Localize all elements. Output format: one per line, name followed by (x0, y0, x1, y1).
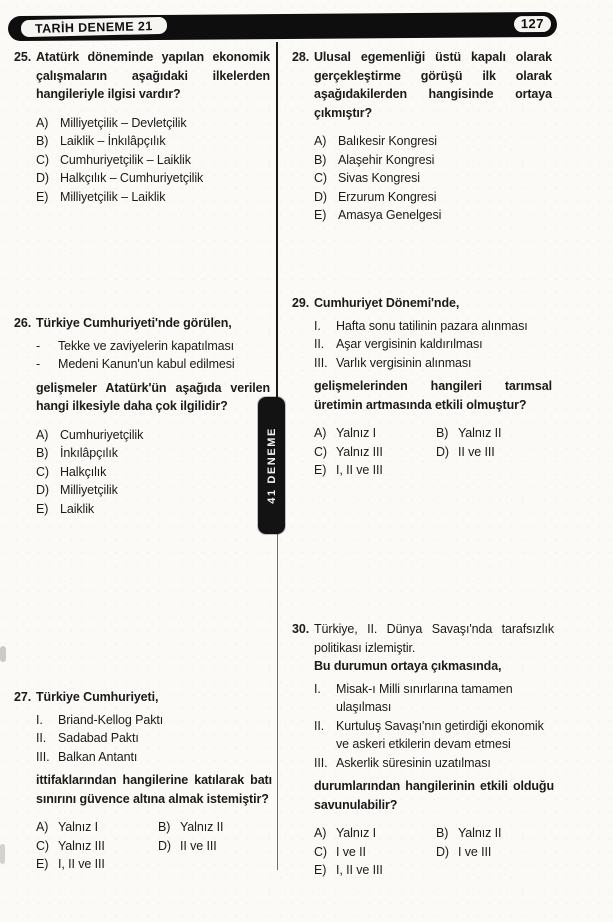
options-list (36, 426, 270, 519)
list-item-text: Tekke ve zaviyelerin kapatılması (58, 338, 235, 353)
question-stem: Türkiye Cumhuriyeti'nde görülen, (36, 316, 232, 330)
question-26 (14, 314, 270, 518)
question-29 (292, 294, 552, 480)
option-label: D) (36, 171, 49, 185)
option (314, 169, 552, 188)
list-item-text: Medeni Kanun'un kabul edilmesi (58, 357, 235, 371)
question-number: 30. (292, 622, 310, 636)
option-label: B) (36, 446, 49, 460)
option-text: Erzurum Kongresi (338, 189, 437, 204)
list-item-text: Briand-Kellog Paktı (58, 712, 164, 727)
option-label: C) (314, 171, 327, 185)
option-text: Laiklik – İnkılâpçılık (60, 134, 166, 148)
option-label: C) (314, 444, 327, 459)
option (36, 500, 270, 519)
statement-list (36, 711, 272, 767)
question-number: 29. (292, 296, 310, 310)
question-30 (292, 620, 554, 880)
option-label: A) (36, 427, 49, 442)
option-label: E) (314, 463, 327, 477)
list-item-text: Sadabad Paktı (58, 731, 139, 745)
option (314, 424, 436, 443)
option-text: Milliyetçilik – Devletçilik (60, 115, 187, 130)
option-text: Yalnız I (336, 826, 376, 840)
header-bar (8, 12, 557, 41)
option-label: A) (314, 826, 327, 840)
question-27 (14, 688, 272, 874)
option-text: Yalnız III (336, 444, 383, 459)
question-body (292, 132, 552, 225)
list-item-marker: II. (314, 718, 325, 733)
option (314, 188, 552, 207)
list-item-marker: III. (314, 755, 328, 770)
option-label: B) (36, 134, 49, 148)
options-list (314, 424, 552, 480)
option (36, 114, 270, 133)
page-number: 127 (520, 15, 545, 32)
option-label: C) (36, 464, 49, 479)
list-item (36, 711, 272, 730)
options-list (36, 818, 272, 874)
option (314, 843, 436, 862)
options-list (36, 114, 270, 207)
question-number: 25. (14, 50, 32, 64)
question-body (292, 680, 554, 880)
option-text: Amasya Genelgesi (338, 208, 442, 222)
option-text: Yalnız I (58, 820, 98, 834)
option (314, 132, 552, 151)
option (436, 443, 552, 462)
option-label: A) (314, 134, 327, 148)
option-text: II ve III (458, 444, 495, 459)
option-label: B) (436, 826, 449, 840)
question-closing: durumlarından hangilerinin etkili olduğu savunulabilir? (314, 779, 554, 812)
question-body (14, 711, 272, 874)
list-item (36, 729, 272, 748)
list-item-marker: II. (36, 731, 47, 745)
option (36, 481, 270, 500)
scan-artifact (0, 844, 5, 864)
page-number-pill (511, 12, 554, 34)
option (36, 132, 270, 151)
option-text: I, II ve III (336, 863, 383, 877)
option (36, 426, 270, 445)
option (36, 837, 158, 856)
option-label: A) (314, 426, 327, 440)
question-head (292, 620, 554, 676)
list-item-marker: I. (314, 318, 321, 333)
option-text: I, II ve III (58, 857, 105, 871)
option-text: Yalnız II (458, 826, 502, 840)
option-text: Halkçılık – Cumhuriyetçilik (60, 171, 204, 185)
option-text: İnkılâpçılık (60, 446, 118, 460)
list-item-marker: - (36, 357, 41, 371)
option (158, 837, 272, 856)
scan-artifact (0, 646, 6, 662)
option (314, 461, 436, 480)
option-label: E) (36, 857, 49, 871)
option-label: D) (436, 844, 449, 859)
question-lead: Türkiye, II. Dünya Savaşı'nda tarafsızlık politikası izlemiştir. (314, 622, 554, 655)
question-head (14, 48, 270, 104)
option (436, 843, 554, 862)
list-item (314, 317, 552, 336)
question-number: 27. (14, 690, 32, 704)
option-text: I, II ve III (336, 463, 383, 477)
statement-list (36, 337, 270, 374)
list-item-text: Hafta sonu tatilinin pazara alınması (336, 318, 528, 333)
list-item-text: Misak-ı Milli sınırlarına tamamen ulaşılması (336, 681, 513, 714)
option-label: C) (36, 152, 49, 167)
option-text: Yalnız II (180, 820, 224, 834)
option (314, 206, 552, 225)
list-item-text: Balkan Antantı (58, 749, 138, 764)
option-label: D) (314, 189, 327, 204)
question-closing: ittifaklarından hangilerine katılarak batı sınırını güvence altına almak istemiştir? (36, 773, 272, 806)
option-text: II ve III (180, 838, 217, 853)
list-item-text: Askerlik süresinin uzatılması (336, 755, 491, 770)
option-label: A) (36, 820, 49, 834)
list-item-marker: III. (314, 355, 328, 370)
test-title: TARİH DENEME 21 (34, 18, 153, 36)
option-label: E) (36, 189, 49, 204)
list-item (36, 337, 270, 356)
list-item-marker: I. (314, 681, 321, 696)
option (36, 463, 270, 482)
option-text: Cumhuriyetçilik – Laiklik (60, 152, 191, 167)
option (36, 151, 270, 170)
question-28 (292, 48, 552, 225)
list-item (314, 335, 552, 354)
question-head (292, 48, 552, 122)
option-text: Yalnız II (458, 426, 502, 440)
options-list (314, 132, 552, 225)
question-closing: gelişmeler Atatürk'ün aşağıda verilen hangi ilkesiyle daha çok ilgilidir? (36, 380, 270, 413)
option-text: Cumhuriyetçilik (60, 427, 144, 442)
option (36, 169, 270, 188)
option-label: C) (314, 844, 327, 859)
test-title-pill (19, 15, 169, 40)
question-number: 28. (292, 50, 310, 64)
question-body (14, 114, 270, 207)
list-item (314, 680, 554, 717)
question-head (14, 688, 272, 707)
option-label: C) (36, 838, 49, 853)
column-divider-top (276, 42, 278, 398)
list-item-text: Varlık vergisinin alınması (336, 355, 472, 370)
list-item-marker: - (36, 338, 41, 353)
list-item-marker: I. (36, 712, 43, 727)
question-stem: Türkiye Cumhuriyeti, (36, 690, 159, 704)
option-label: D) (36, 483, 49, 497)
option-text: Milliyetçilik (60, 483, 118, 497)
list-item-text: Kurtuluş Savaşı'nın getirdiği ekonomik ve askeri etkilerin devam etmesi (336, 718, 544, 751)
option (314, 824, 436, 843)
option (36, 444, 270, 463)
option (314, 151, 552, 170)
option (158, 818, 272, 837)
list-item (314, 354, 552, 373)
option-label: E) (314, 208, 327, 222)
question-closing: gelişmelerinden hangileri tarımsal üretimin artmasında etkili olmuştur? (314, 379, 552, 412)
list-item (36, 355, 270, 374)
option-label: A) (36, 115, 49, 130)
question-stem: Bu durumun ortaya çıkmasında, (314, 659, 502, 673)
question-number: 26. (14, 316, 32, 330)
option-text: Alaşehir Kongresi (338, 152, 435, 167)
option-text: Halkçılık (60, 464, 107, 479)
list-item-marker: III. (36, 749, 50, 764)
option (436, 424, 552, 443)
option-label: B) (158, 820, 171, 834)
question-head (292, 294, 552, 313)
question-stem: Cumhuriyet Dönemi'nde, (314, 296, 460, 310)
list-item-text: Aşar vergisinin kaldırılması (336, 337, 483, 351)
option-text: Yalnız III (58, 838, 105, 853)
question-body (292, 317, 552, 480)
option-text: Sivas Kongresi (338, 171, 420, 185)
option (314, 443, 436, 462)
option-text: I ve III (458, 844, 492, 859)
option-text: I ve II (336, 844, 366, 859)
option-text: Milliyetçilik – Laiklik (60, 189, 166, 204)
deneme-side-tab-label: 41 DENEME (265, 427, 278, 504)
column-divider-bottom (277, 532, 278, 870)
option-label: B) (436, 426, 449, 440)
statement-list (314, 680, 554, 773)
option (436, 824, 554, 843)
question-head (14, 314, 270, 333)
list-item (36, 748, 272, 767)
option-label: E) (314, 863, 327, 877)
list-item (314, 717, 554, 754)
option (36, 818, 158, 837)
options-list (314, 824, 554, 880)
option-label: D) (158, 838, 171, 853)
list-item (314, 754, 554, 773)
option (314, 861, 436, 880)
option-label: E) (36, 501, 49, 516)
question-body (14, 337, 270, 519)
list-item-marker: II. (314, 337, 325, 351)
option (36, 188, 270, 207)
statement-list (314, 317, 552, 373)
option-label: B) (314, 152, 327, 167)
option-text: Laiklik (60, 501, 95, 516)
option-text: Yalnız I (336, 426, 376, 440)
option-text: Balıkesir Kongresi (338, 134, 437, 148)
question-stem: Atatürk döneminde yapılan ekonomik çalışmaların aşağıdaki ilkelerden hangileriyle ilgisi vardır? (36, 50, 270, 101)
option (36, 855, 158, 874)
option-label: D) (436, 444, 449, 459)
question-25 (14, 48, 270, 206)
question-stem: Ulusal egemenliği üstü kapalı olarak gerçekleştirme görüşü ilk olarak aşağıdakilerden hangisinde ortaya çıkmıştır? (314, 50, 552, 120)
